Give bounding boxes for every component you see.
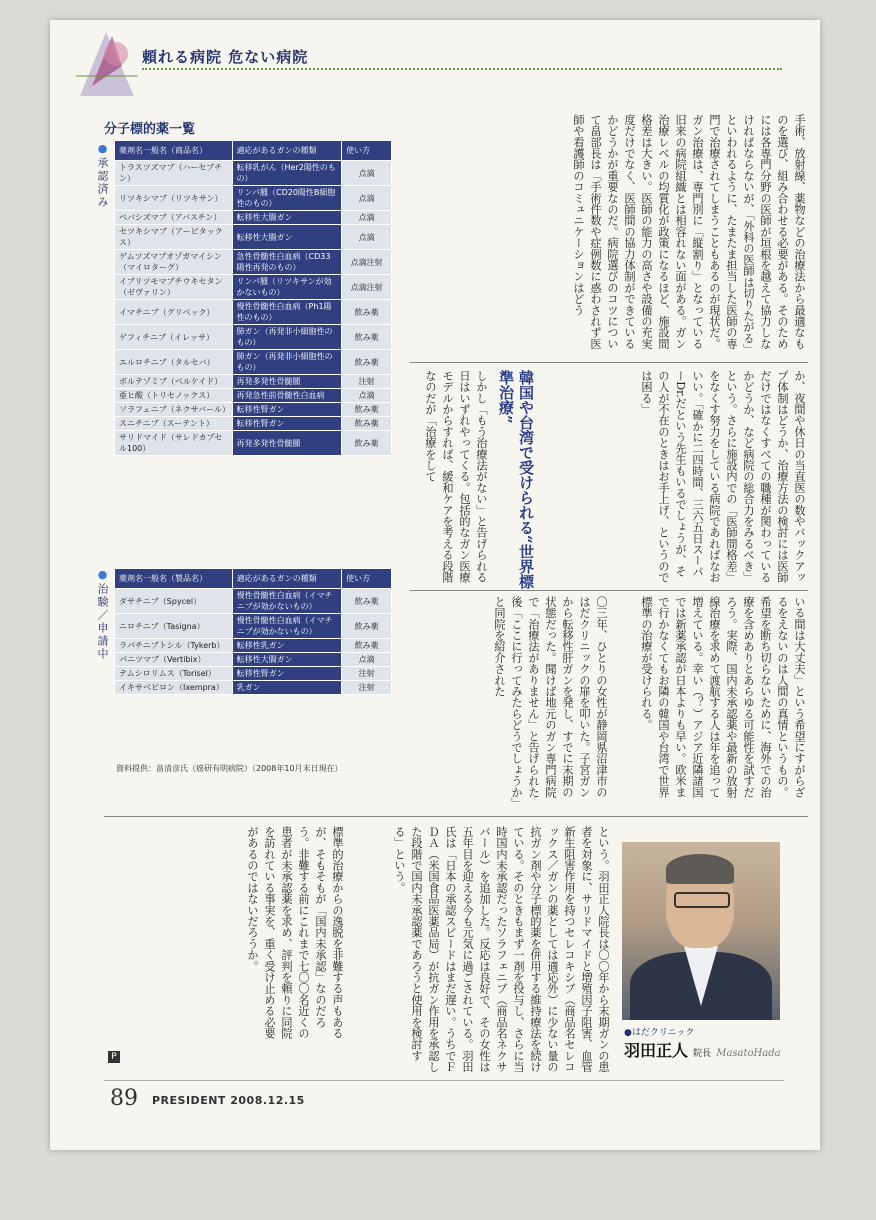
usage-cell: 飲み薬 — [342, 417, 392, 431]
usage-cell: 点滴 — [342, 389, 392, 403]
header-divider — [142, 68, 782, 70]
usage-cell: 飲み薬 — [342, 300, 392, 325]
trial-drugs-table — [114, 568, 392, 695]
cancer-type-cell: 転移性大腸ガン — [232, 211, 342, 225]
usage-cell: 飲み薬 — [342, 589, 392, 614]
person-romaji: MasatoHada — [716, 1048, 781, 1059]
table-row — [115, 325, 392, 350]
table-row — [115, 375, 392, 389]
table-row — [115, 639, 392, 653]
usage-cell: 飲み薬 — [342, 325, 392, 350]
header-logo-illustration — [72, 26, 140, 102]
article-column-top-right: 手術、放射線、薬物などの治療法から最適なものを選び、組み合わせる必要がある。そのためには各専門分野の医師が垣根を越えて協力しなければならないが、「外科の医師は切りたがる」といわれるように、たまたま担当した医師の専門で治療されてしまうこともあるのが現状だ。ガン治療は、専門別に「縦割り」となっている旧来の病院組織とは相容れない面がある。ガン治療レベルの均質化が政策になるほど、施設間格差は大きい。医師の能力の高さや設備の充実度だけでなく、医師間の協力体制ができているかどうかが重要なのだ。病院選びのコツについて畠部長は「手術件数や症例数に惑わされず医師や看護師のコミュニケーションはどう — [572, 114, 806, 350]
cancer-type-cell: リンパ腫（CD20陽性B細胞性のもの） — [232, 186, 342, 211]
drug-name-cell: ゲムツズマブオゾガマイシン（マイロターグ） — [115, 250, 233, 275]
magazine-issue: PRESIDENT 2008.12.15 — [152, 1094, 305, 1107]
section-divider — [104, 816, 808, 817]
trial-side-label: ●治験／申請中 — [96, 568, 109, 661]
photo-caption — [624, 1025, 781, 1061]
table-row — [115, 211, 392, 225]
end-mark: P — [108, 1051, 120, 1063]
cancer-type-cell: 再発急性前骨髄性白血病 — [232, 389, 342, 403]
table-row — [115, 250, 392, 275]
cancer-type-cell: 転移性腎ガン — [232, 417, 342, 431]
drug-name-cell: セツキシマブ（アービタックス） — [115, 225, 233, 250]
table-row — [115, 431, 392, 456]
usage-cell: 注射 — [342, 375, 392, 389]
usage-cell: 点滴 — [342, 653, 392, 667]
article-column-top-left: か、夜間や休日の当直医の数やバックアップ体制はどうか、治療方法の検討には医師だけではなくすべての職種が関わっているかどうか、など病院の総合力をみるべき」という。さらに施設内での「医師間格差」をなくす努力をしている病院であればなおいい。「確かに二四時間、三六五日スーパーDr.だという先生もいるでしょうが、その人が不在のときはお手上げ、というのでは困る」 — [640, 370, 806, 583]
usage-cell: 点滴 — [342, 186, 392, 211]
usage-cell: 注射 — [342, 681, 392, 695]
table-row — [115, 300, 392, 325]
cancer-type-cell: 転移性大腸ガン — [232, 225, 342, 250]
table-row — [115, 225, 392, 250]
approved-drugs-table — [114, 140, 392, 456]
table-header: 使い方 — [342, 569, 392, 589]
table-row — [115, 161, 392, 186]
portrait-photo — [622, 842, 780, 1020]
drug-name-cell: イブリツモマブチウキセタン（ゼヴァリン） — [115, 275, 233, 300]
cancer-type-cell: 肺ガン（再発非小細胞性のもの） — [232, 350, 342, 375]
drug-name-cell: トラスツズマブ（ハーセプチン） — [115, 161, 233, 186]
table-row — [115, 350, 392, 375]
header-title: 頼れる病院 危ない病院 — [142, 48, 309, 66]
article-column-middle-right: いる間は大丈夫」という希望にすがらざるをえないのは人間の真情というもの。希望を断ち切らないために、海外での治療を含めありとあらゆる可能性を試すだろう。実際、国内未承認薬や最新の放射線治療を求めて渡航する人は年を追って増えている。幸い（？）アジア近隣諸国では新薬承認が日本よりも早い。欧米まで行かなくてもお隣の韓国や台湾で世界標準の治療が受けられる。 — [640, 596, 806, 798]
section-title: 分子標的薬一覧 — [104, 122, 196, 137]
usage-cell: 点滴 — [342, 161, 392, 186]
table-header: 使い方 — [342, 141, 392, 161]
article-column-bottom-left: 標準的治療からの逸脱を非難する声もあるが、そもそもが「国内未承認」なのだろう。非難する前にこれまで七〇〇名近くの患者が未承認薬を求め、評判を頼りに同院を訪れている事実を、重く受け止める必要があるのではないだろうか。 — [246, 826, 344, 1039]
approved-side-label: ●承認済み — [96, 142, 109, 209]
cancer-type-cell: 慢性骨髄性白血病（Ph1陽性のもの） — [232, 300, 342, 325]
magazine-page — [50, 20, 820, 1150]
usage-cell: 点滴 — [342, 225, 392, 250]
drug-name-cell: ニロチニブ（Tasigna） — [115, 614, 233, 639]
article-column-bottom-right: という。羽田正人院長は〇〇年から末期ガンの患者を対象に、サリドマイドと増殖因子阻害、血管新生阻害作用を持つセレコキシブ（商品名セレコックス／ガンの薬としては適応外）に少ない量の抗ガン剤や分子標的薬を併用する維持療法を続けている。そのときもまず一剤を投与し、さらに当時国内未承認だったソラフェニブ（商品名ネクサバール）を追加した。反応は良好で、その女性は五年目を迎える今も元気に過ごされている。羽田氏は「日本の承認スピードはまだ遅い。うちでＦＤＡ（米国食品医薬品局）が抗ガン作用を承認した段階で国内未承認薬であろうと使用を検討する」という。 — [393, 826, 610, 1073]
cancer-type-cell: 急性骨髄性白血病（CD33陽性再発のもの） — [232, 250, 342, 275]
article-column-headline-after: しかし「もう治療法がない」と告げられる日はいずれやってくる。包括的なガン医療モデルからすれば、緩和ケアを考える段階なのだが「治療をして — [424, 370, 488, 583]
column-divider — [410, 362, 808, 363]
drug-name-cell: ラパチニブトシル（Tykerb） — [115, 639, 233, 653]
table-row — [115, 614, 392, 639]
table-row — [115, 653, 392, 667]
drug-name-cell: イキサベピロン（Ixempra） — [115, 681, 233, 695]
drug-name-cell: サリドマイド（サレドカプセル100） — [115, 431, 233, 456]
drug-name-cell: スニチニブ（スーテント） — [115, 417, 233, 431]
usage-cell: 飲み薬 — [342, 639, 392, 653]
usage-cell: 飲み薬 — [342, 350, 392, 375]
drug-name-cell: 亜ヒ酸（トリセノックス） — [115, 389, 233, 403]
drug-name-cell: ボルテゾミブ（ベルケイド） — [115, 375, 233, 389]
table-header: 適応があるガンの種類 — [232, 141, 342, 161]
table-header: 薬剤名一般名（商品名） — [115, 141, 233, 161]
usage-cell: 飲み薬 — [342, 431, 392, 456]
cancer-type-cell: 再発多発性骨髄腫 — [232, 375, 342, 389]
page-number: 89 — [110, 1086, 138, 1111]
table-row — [115, 389, 392, 403]
cancer-type-cell: 転移性大腸ガン — [232, 653, 342, 667]
drug-name-cell: ゲフィチニブ（イレッサ） — [115, 325, 233, 350]
usage-cell: 点滴注射 — [342, 275, 392, 300]
cancer-type-cell: 転移性腎ガン — [232, 667, 342, 681]
column-divider — [410, 590, 808, 591]
table-row — [115, 681, 392, 695]
usage-cell: 飲み薬 — [342, 614, 392, 639]
person-name: 羽田正人 — [624, 1041, 689, 1060]
usage-cell: 点滴注射 — [342, 250, 392, 275]
subheadline: 韓国や台湾で受けられる“世界標準治療” — [497, 370, 535, 589]
cancer-type-cell: 肺ガン（再発非小細胞性のもの） — [232, 325, 342, 350]
cancer-type-cell: リンパ腫（リツキサンが効かないもの） — [232, 275, 342, 300]
table-header: 薬剤名一般名（製品名） — [115, 569, 233, 589]
drug-name-cell: ベバシズマブ（アバスチン） — [115, 211, 233, 225]
table-row — [115, 186, 392, 211]
person-role: 院長 — [693, 1049, 712, 1059]
cancer-type-cell: 転移性腎ガン — [232, 403, 342, 417]
table-row — [115, 275, 392, 300]
cancer-type-cell: 慢性骨髄性白血病（イマチニブが効かないもの） — [232, 589, 342, 614]
clinic-name: ●はだクリニック — [624, 1028, 695, 1038]
drug-name-cell: リツキシマブ（リツキサン） — [115, 186, 233, 211]
usage-cell: 点滴 — [342, 211, 392, 225]
cancer-type-cell: 転移性乳ガン — [232, 639, 342, 653]
cancer-type-cell: 慢性骨髄性白血病（イマチニブが効かないもの） — [232, 614, 342, 639]
usage-cell: 飲み薬 — [342, 403, 392, 417]
table-row — [115, 403, 392, 417]
table-row — [115, 667, 392, 681]
drug-name-cell: ダサチニブ（Spycel） — [115, 589, 233, 614]
usage-cell: 注射 — [342, 667, 392, 681]
table-header: 適応があるガンの種類 — [232, 569, 342, 589]
table-row — [115, 417, 392, 431]
drug-name-cell: パニツマブ（Vertibix） — [115, 653, 233, 667]
table-source-caption: 資料提供：畠清彦氏（癌研有明病院）（2008年10月末日現在） — [116, 764, 343, 773]
cancer-type-cell: 再発多発性骨髄腫 — [232, 431, 342, 456]
drug-name-cell: イマチニブ（グリベック） — [115, 300, 233, 325]
cancer-type-cell: 転移乳がん（Her2陽性のもの） — [232, 161, 342, 186]
drug-name-cell: テムシロリムス（Torisel） — [115, 667, 233, 681]
drug-name-cell: ソラフェニブ（ネクサバール） — [115, 403, 233, 417]
footer-divider — [104, 1080, 784, 1081]
article-column-middle-left: 〇三年、ひとりの女性が静岡県沼津市のはだクリニックの扉を叩いた。子宮ガンから転移性肝ガンを発し、すでに末期の状態だった。聞けば地元のガン専門病院で「治療法がありません」と告げられた後「ここに行ってみたらどうでしょうか」と同院を紹介された — [493, 596, 608, 804]
drug-name-cell: エルロチニブ（タルセバ） — [115, 350, 233, 375]
table-row — [115, 589, 392, 614]
cancer-type-cell: 乳ガン — [232, 681, 342, 695]
